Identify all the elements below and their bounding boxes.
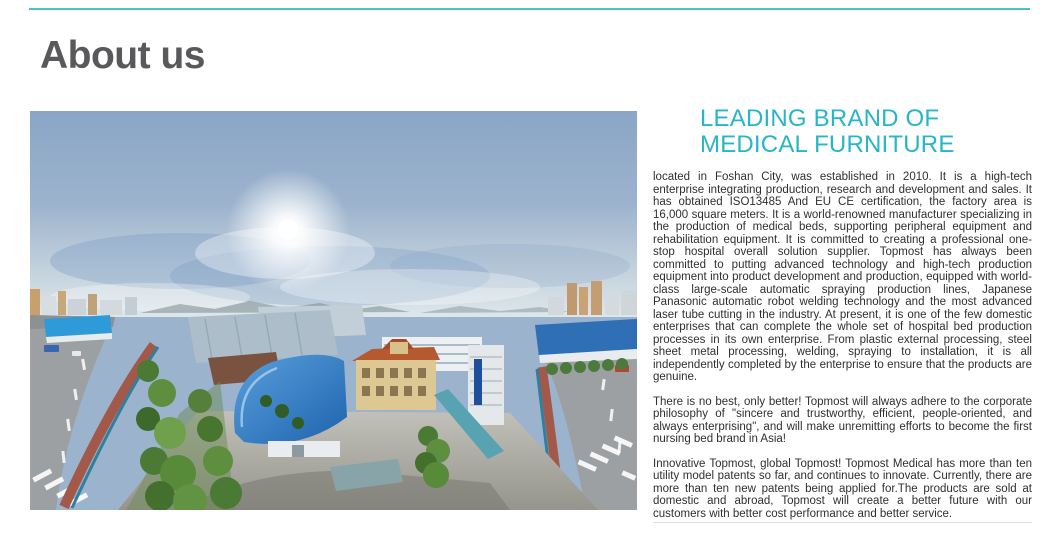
about-paragraph-1: located in Foshan City, was established in 2010. It is a high-tech enterprise integrating production, research and development and sales. It has obtained ISO13485 And EU CE certification, the factory area is 16,000 square meters. It is a world-renowned manufacturer specializing in the production of medical beds, supporting peripheral equipment and rehabilitation equipment. It is committed to creating a professional one-stop hospital overall solution supplier. Topmost has always been committed to putting advanced technology and high-tech production equipment into product development and production, equipped with world-class large-scale automatic spraying production lines, Japanese Panasonic automatic robot welding technology and the most advanced laser tube cutting in the industry. At present, it is one of the few domestic enterprises that can complete the whole set of hospital bed production processes in its own enterprise. From plastic external processing, steel sheet metal processing, welding, spraying to installation, it is all independently completed by the enterprise to ensure that the products are genuine. (653, 171, 1032, 383)
panorama-svg (30, 111, 637, 510)
bottom-divider (653, 522, 1032, 523)
page-title: About us (40, 34, 205, 77)
about-paragraph-2: There is no best, only better! Topmost will always adhere to the corporate philosophy of "sincere and trustworthy, efficient, people-oriented, and always enterprising", and will make unremitting efforts to become the first nursing bed brand in Asia! (653, 395, 1032, 445)
section-heading-line1: LEADING BRAND OF (700, 105, 940, 132)
about-text-column (653, 106, 1032, 523)
factory-panorama-image (30, 111, 637, 510)
about-paragraph-3: Innovative Topmost, global Topmost! Topmost Medical has more than ten utility model patents so far, and continues to innovate. Currently, there are more than ten new patents being applied for.The products are sold at domestic and abroad, Topmost will create a better future with our customers with better cost performance and better service. (653, 457, 1032, 520)
top-divider (29, 8, 1030, 10)
section-heading (700, 106, 1032, 158)
section-heading-line2: MEDICAL FURNITURE (700, 131, 955, 158)
